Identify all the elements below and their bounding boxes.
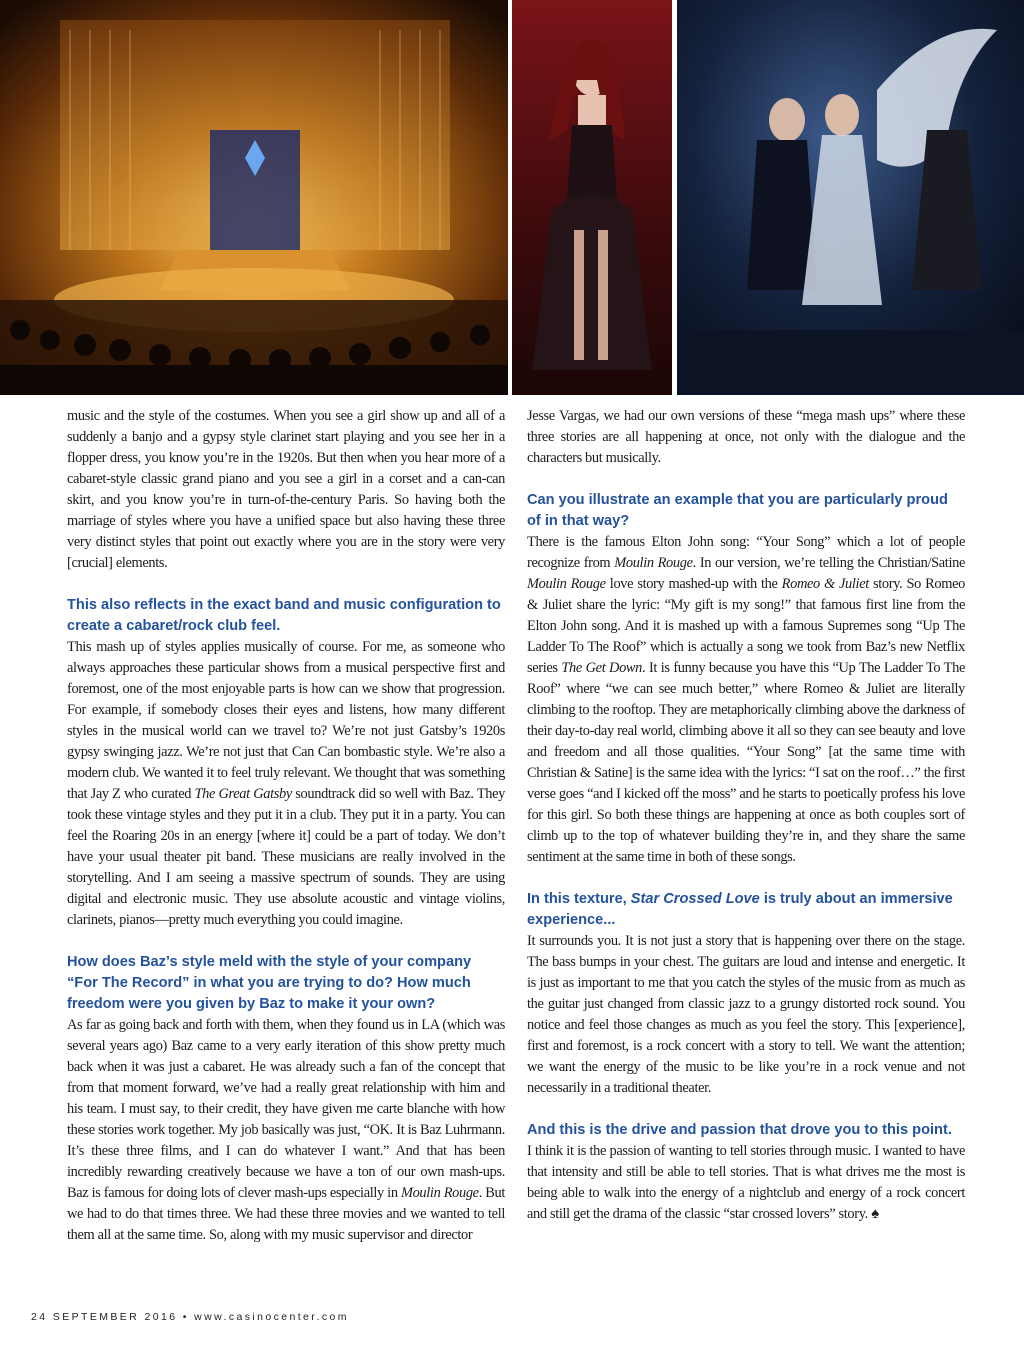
paragraph: I think it is the passion of wanting to tell stories through music. I wanted to have that intensity and still be able to tell stories. That is what drives me the most is being able to walk into the energy of a nightclub and energy of a rock concert and still get the drama of the classic “star crossed lovers” story. ♠ xyxy=(527,1143,965,1222)
paragraph: music and the style of the costumes. When you see a girl show up and all of a suddenly a banjo and a gypsy style clarinet start playing and you see her in a flopper dress, you know you’re in the 1920s. But then when you hear more of a cabaret-style classic grand piano and you see a girl in a corset and a can-can skirt, and you know you’re in turn-of-the-century Paris. So having both the marriage of styles where you have a unified space but also having these three very distinct styles that point out exactly where you are in the story were very [crucial] elements. xyxy=(67,408,505,571)
film-title: Moulin Rouge xyxy=(527,576,606,592)
question-heading: In this texture, Star Crossed Love is truly about an immersive experience... xyxy=(527,891,953,928)
spade-end-mark-icon: ♠ xyxy=(871,1206,879,1222)
paragraph: There is the famous Elton John song: “Your Song” which a lot of people recognize from Moulin Rouge. In our version, we’re telling the Christian/Satine Moulin Rouge love story mashed-up with the Romeo & Juliet story. So Romeo & Juliet share the lyric: “My gift is my song!” that famous first line from the Elton John song. And it is mashed up with a famous Supremes song “Up The Ladder To The Roof” which is actually a song we took from Baz’s new Netflix series The Get Down. It is funny because you have this “Up The Ladder To The Roof” where “we can see much better,” where Romeo & Juliet are literally climbing to the rooftop. They are metaphorically climbing above the darkness of their day-to-day real world, climbing above it all so they can see beauty and love and freedom and all those qualities. “Your Song” [at the same time with Christian & Satine] is the same idea with the lyrics: “I sat on the roof…” the first verse goes “and I kicked off the moss” and he starts to poetically profess his love for this girl. So both these things are happening at once as both couples sort of climb up to the top of whatever building they’re in, and they share the same sentiment at the same time in both of these songs. xyxy=(527,534,965,865)
question-heading: This also reflects in the exact band and music configuration to create a cabaret/rock club feel. xyxy=(67,597,501,634)
film-title: The Great Gatsby xyxy=(194,786,292,802)
paragraph: This mash up of styles applies musically of course. For me, as someone who always approaches these particular shows from a musical perspective first and foremost, one of the most enjoyable parts is how can we show that progression. For example, if somebody closes their eyes and listens, how many different styles in the musical world can we travel to? We’re not just Gatsby’s 1920s gypsy swinging jazz. We’re not just that Can Can bombastic style. We’re also a modern club. We wanted it to feel truly relevant. We thought that was something that Jay Z who curated The Great Gatsby soundtrack did so well with Baz. They took these vintage styles and they put it in a club. They put it in a party. You can feel the Roaring 20s in an energy [where it] could be a part of today. We don’t have your usual theater pit band. These musicians are really involved in the storytelling. And I am seeing a massive spectrum of sounds. They are using digital and electronic music. They use absolute acoustic and vintage violins, clarinets, pianos—pretty much everything you could imagine. xyxy=(67,639,505,928)
film-title: Moulin Rouge xyxy=(400,1185,479,1201)
right-column xyxy=(527,406,965,1225)
singer-photo xyxy=(512,0,672,395)
left-column xyxy=(67,406,505,1246)
question-heading: And this is the drive and passion that drove you to this point. xyxy=(527,1122,952,1138)
paragraph: Jesse Vargas, we had our own versions of these “mega mash ups” where these three stories are all happening at once, not only with the dialogue and the characters but musically. xyxy=(527,408,965,466)
film-title: Moulin Rouge xyxy=(614,555,693,571)
photo-strip xyxy=(0,0,1024,395)
page-footer: 24 SEPTEMBER 2016 • www.casinocenter.com xyxy=(31,1311,349,1323)
question-heading: How does Baz’s style meld with the style of your company “For The Record” in what you are trying to do? How much freedom were you given by Baz to make it your own? xyxy=(67,954,472,1012)
show-title: Star Crossed Love xyxy=(630,891,760,907)
angel-couple-photo xyxy=(677,0,1024,395)
question-heading: Can you illustrate an example that you are particularly proud of in that way? xyxy=(527,492,948,529)
stage-photo xyxy=(0,0,508,395)
paragraph: It surrounds you. It is not just a story that is happening over there on the stage. The bass bumps in your chest. The guitars are loud and intense and energetic. It is just as important to me that you catch the styles of the music from as much as the guitar just changed from classic jazz to a grungy distorted rock sound. You notice and feel those changes as much as you feel the story. This [experience], first and foremost, is a rock concert with a story to tell. We want the attention; we want the energy of the music to be like you’re in a rock venue and not necessarily in a traditional theater. xyxy=(527,933,965,1096)
paragraph: As far as going back and forth with them, when they found us in LA (which was several years ago) Baz came to a very early iteration of this show pretty much back when it was just a cabaret. He was already such a fan of the concept that from that moment forward, we’ve had a really great relationship with him and his team. I must say, to their credit, they have given me carte blanche with how these stories work together. My job basically was just, “OK. It is Baz Luhrmann. It’s these three films, and I can do whatever I want.” And that has been incredibly rewarding creatively because we have a ton of our own mash-ups. Baz is famous for doing lots of clever mash-ups especially in Moulin Rouge. But we had to do that times three. We had these three movies and we wanted to tell them all at the same time. So, along with my music supervisor and director xyxy=(67,1017,505,1243)
film-title: Romeo & Juliet xyxy=(781,576,869,592)
series-title: The Get Down xyxy=(561,660,643,676)
